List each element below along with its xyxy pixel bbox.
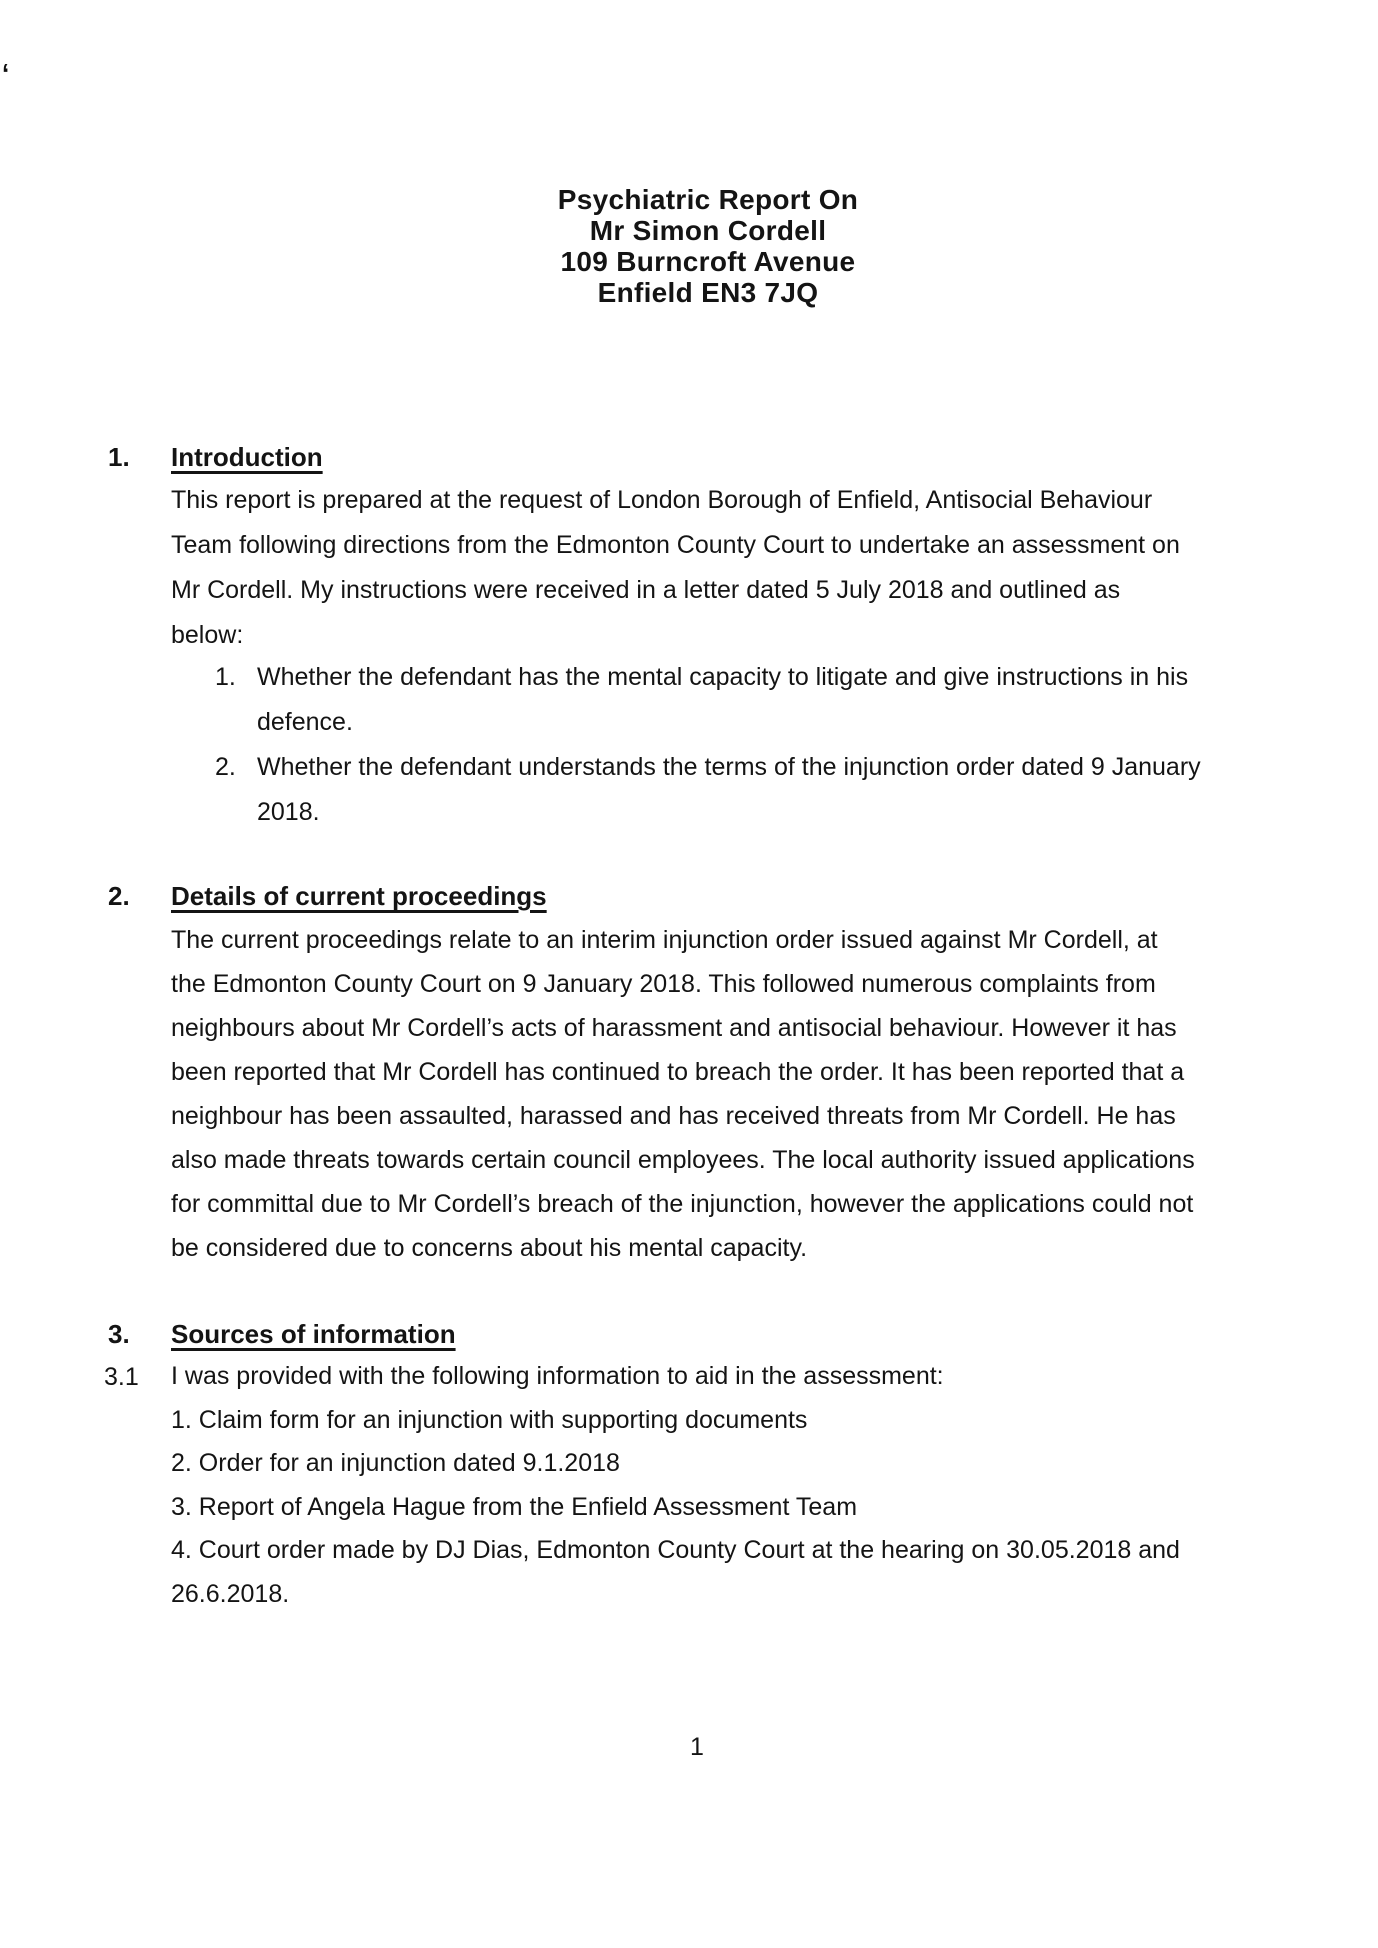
list-item — [215, 745, 1201, 790]
subsection-3-1-content — [171, 1355, 1180, 1616]
section-1-heading-text: Introduction — [171, 442, 323, 472]
paragraph-line: The current proceedings relate to an interim injunction order issued against Mr Cordell, at — [171, 926, 1158, 954]
list-item-line: defence. — [257, 708, 353, 736]
list-item-line: 2018. — [257, 798, 320, 826]
title-line-1: Psychiatric Report On — [557, 184, 859, 215]
list-item-line: Whether the defendant has the mental capacity to litigate and give instructions in his — [257, 663, 1189, 691]
paragraph-line: below: — [171, 621, 244, 649]
page-number: 1 — [690, 1733, 704, 1761]
source-list-line: 1. Claim form for an injunction with supporting documents — [171, 1405, 808, 1434]
paragraph-line: neighbour has been assaulted, harassed and has received threats from Mr Cordell. He has — [171, 1102, 1176, 1130]
paragraph-line: been reported that Mr Cordell has continued to breach the order. It has been reported that a — [171, 1058, 1185, 1086]
subsection-3-1-number: 3.1 — [104, 1363, 139, 1391]
title-line-3: 109 Burncroft Avenue — [560, 246, 856, 277]
source-list-line: 4. Court order made by DJ Dias, Edmonton County Court at the hearing on 30.05.2018 and — [171, 1536, 1180, 1564]
source-list-line: 26.6.2018. — [171, 1579, 290, 1608]
source-list-line: 2. Order for an injunction dated 9.1.2018 — [171, 1449, 620, 1477]
paragraph-line: also made threats towards certain council employees. The local authority issued applications — [171, 1146, 1195, 1174]
paragraph-line: for committal due to Mr Cordell’s breach of the injunction, however the applications could not — [171, 1190, 1194, 1218]
list-item-number: 1. — [215, 663, 236, 691]
section-1-paragraph — [171, 478, 1180, 658]
list-item — [215, 655, 1201, 700]
paragraph-line: Team following directions from the Edmonton County Court to undertake an assessment on — [171, 531, 1180, 559]
section-1-heading — [171, 435, 323, 480]
scan-artifact-mark: ‘ — [2, 58, 10, 88]
section-2-paragraph — [171, 918, 1195, 1270]
list-item-number: 2. — [215, 753, 236, 781]
section-2-number: 2. — [108, 881, 130, 911]
section-2-heading — [171, 874, 547, 919]
paragraph-line: Mr Cordell. My instructions were received in a letter dated 5 July 2018 and outlined as — [171, 576, 1121, 604]
paragraph-line: the Edmonton County Court on 9 January 2018. This followed numerous complaints from — [171, 970, 1156, 998]
list-item-line: Whether the defendant understands the terms of the injunction order dated 9 January — [257, 753, 1201, 781]
title-line-2: Mr Simon Cordell — [589, 215, 827, 246]
source-list-line: 3. Report of Angela Hague from the Enfield Assessment Team — [171, 1492, 858, 1521]
section-1-numbered-list — [215, 655, 1201, 835]
section-3-heading-text: Sources of information — [171, 1319, 456, 1349]
paragraph-line: I was provided with the following information to aid in the assessment: — [171, 1362, 944, 1390]
section-3-heading — [171, 1312, 456, 1357]
paragraph-line: be considered due to concerns about his mental capacity. — [171, 1234, 808, 1262]
title-line-4: Enfield EN3 7JQ — [597, 277, 819, 308]
section-3-number: 3. — [108, 1319, 130, 1349]
section-2-heading-text: Details of current proceedings — [171, 881, 547, 911]
paragraph-line: This report is prepared at the request of London Borough of Enfield, Antisocial Behaviour — [171, 486, 1153, 514]
paragraph-line: neighbours about Mr Cordell’s acts of harassment and antisocial behaviour. However it has — [171, 1014, 1177, 1042]
section-1-number: 1. — [108, 442, 130, 472]
report-title-block — [38, 184, 1378, 308]
